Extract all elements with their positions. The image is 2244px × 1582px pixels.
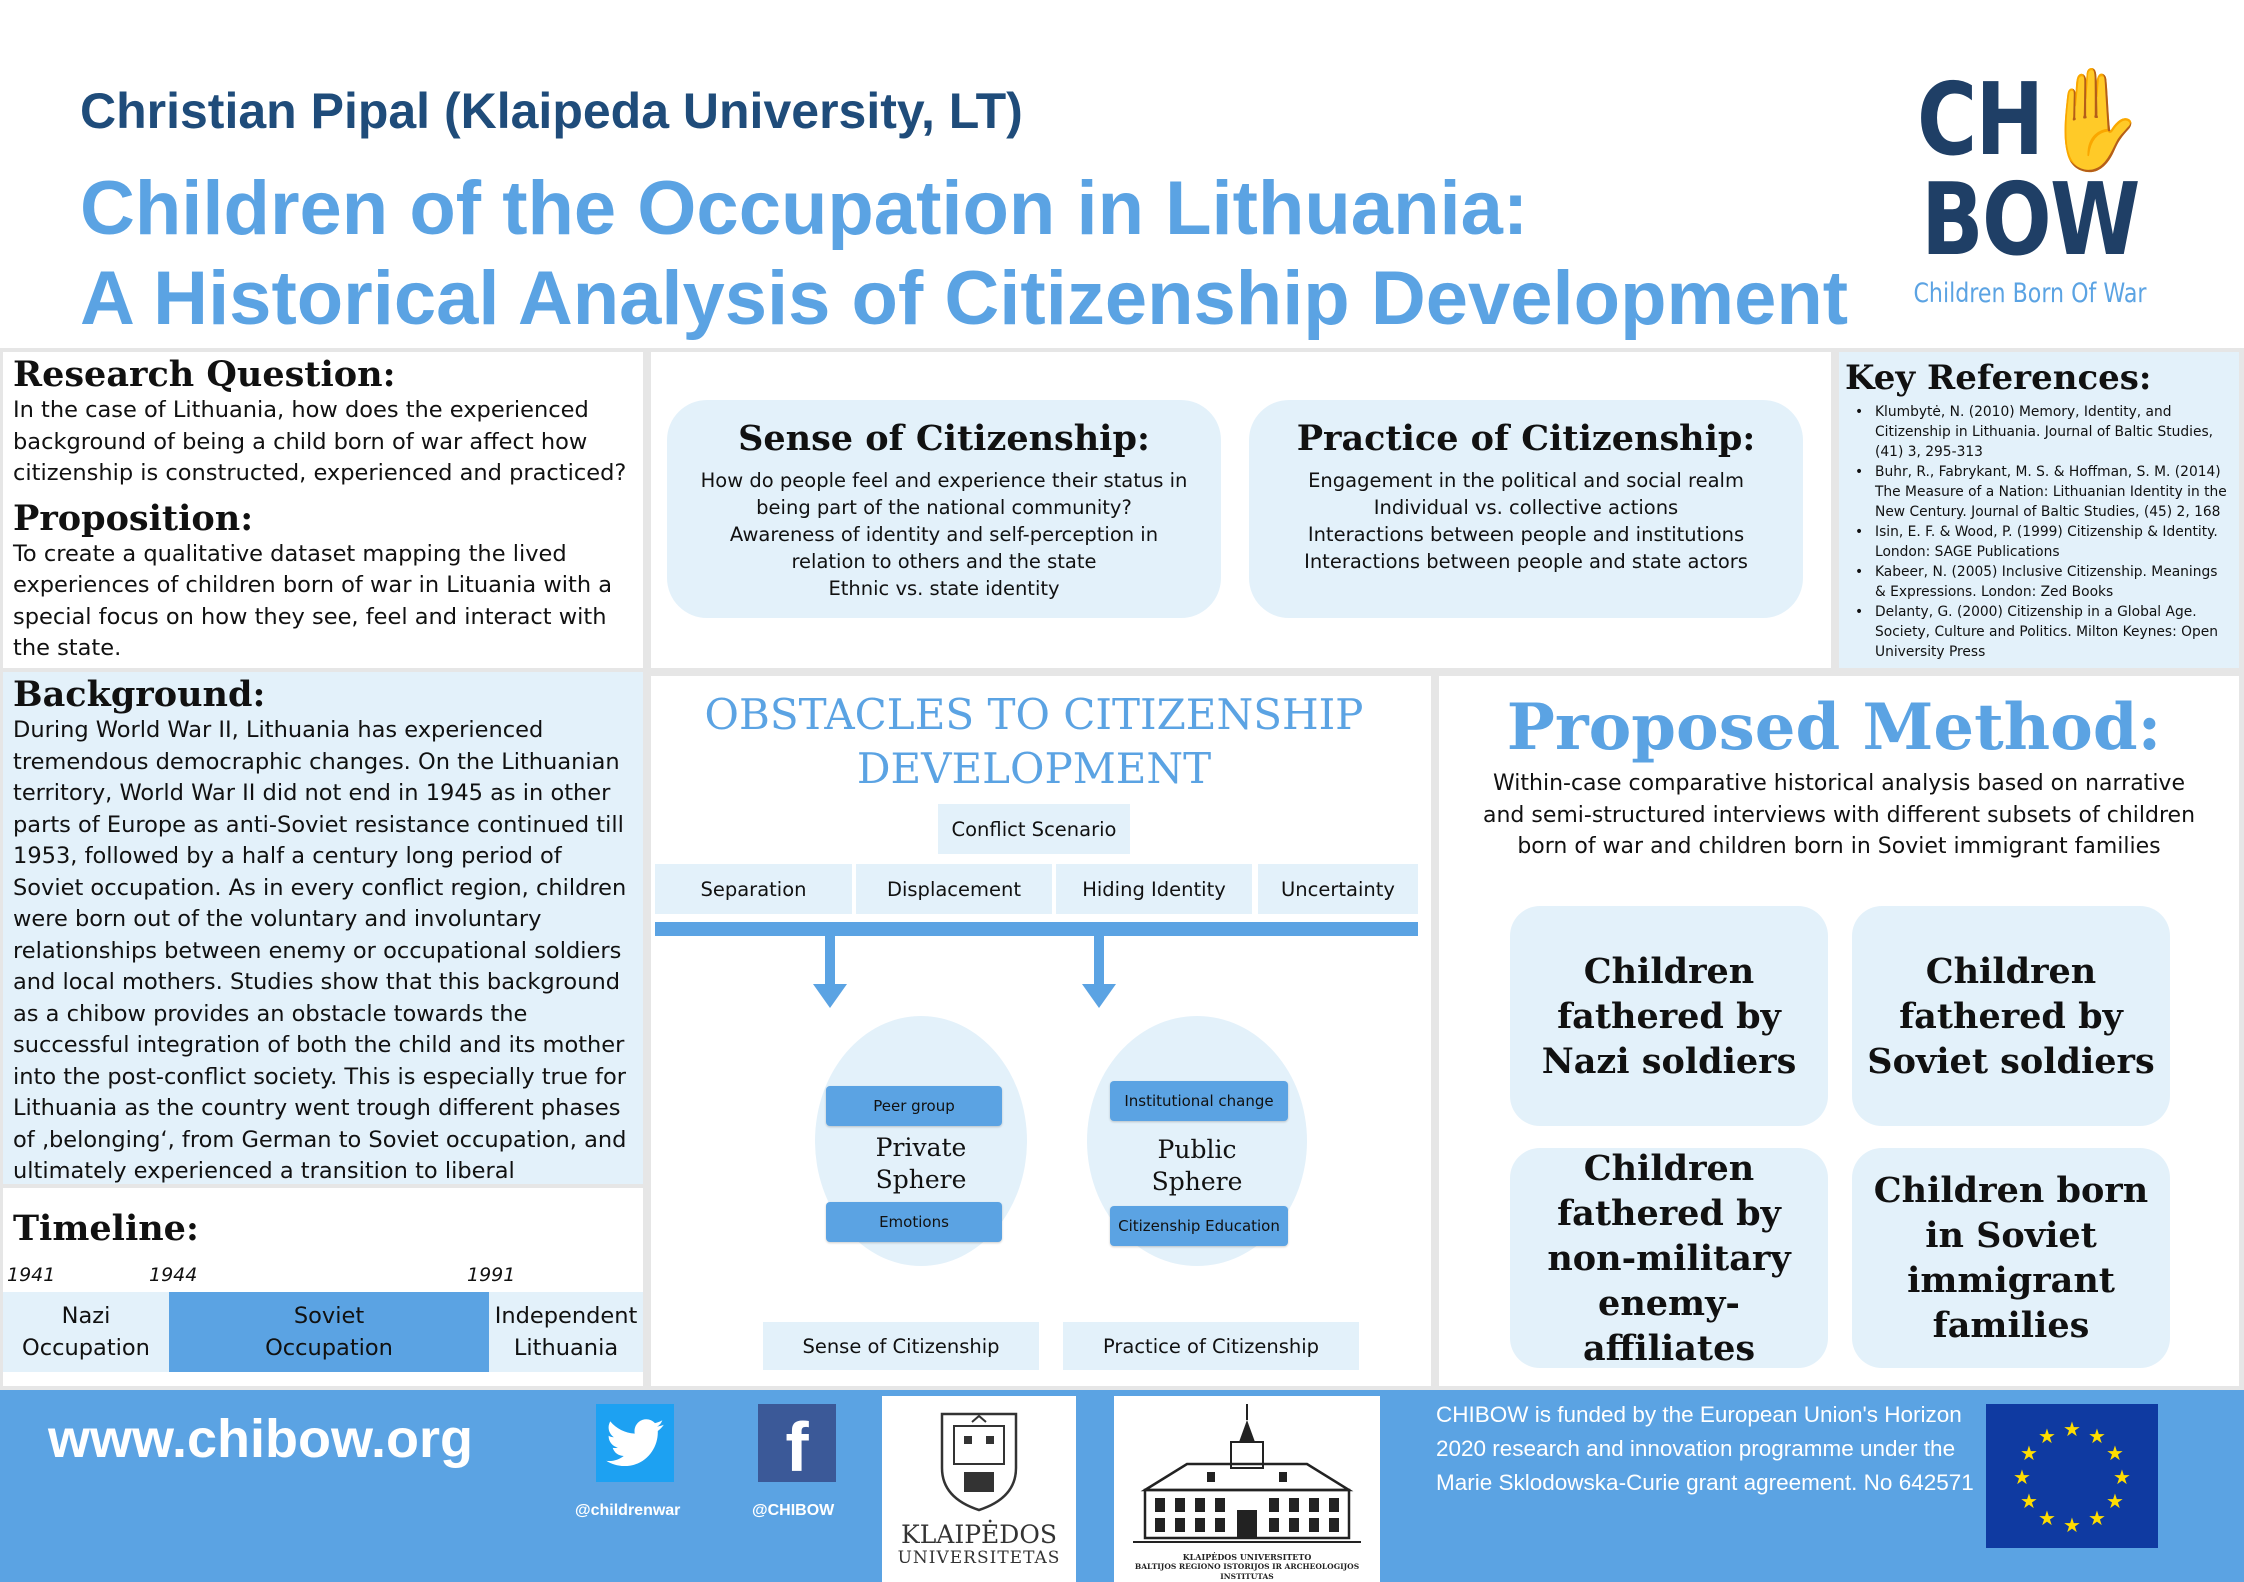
institute-name-line2: BALTIJOS REGIONO ISTORIJOS IR ARCHEOLOGIJOS INSTITUTAS bbox=[1134, 1562, 1360, 1581]
proposition-text: To create a qualitative dataset mapping the lived experiences of children born of war in Lituania with a special focus on how they see, feel and interact with the state. bbox=[13, 540, 613, 661]
chibow-logo bbox=[1880, 61, 2180, 309]
proposed-method-text: Within-case comparative historical analysis based on narrative and semi-structured interviews with different subsets of children born of war and children born in Soviet immigrant families bbox=[1482, 771, 2196, 859]
proposition-heading: Proposition: bbox=[13, 497, 254, 539]
svg-text:★: ★ bbox=[2088, 1506, 2106, 1530]
practice-of-citizenship-card bbox=[1249, 400, 1803, 618]
citizenship-panel bbox=[651, 352, 1831, 668]
research-question-text: In the case of Lithuania, how does the experienced background of being a child born of war affect how citizenship is constructed, experienced and practiced? bbox=[13, 397, 627, 486]
reference-item: • Klumbytė, N. (2010) Memory, Identity, and Citizenship in Lithuania. Journal of Baltic Studies, (41) 3, 295-313 bbox=[1845, 402, 2233, 462]
timeline-panel bbox=[3, 1188, 643, 1386]
peer-group-box: Peer group bbox=[826, 1086, 1002, 1126]
timeline-heading: Timeline: bbox=[13, 1208, 199, 1249]
logo-hand-icon: ✋ bbox=[2042, 61, 2143, 178]
emotions-box: Emotions bbox=[826, 1202, 1002, 1242]
references-heading: Key References: bbox=[1845, 358, 2152, 398]
institute-building-icon bbox=[1127, 1398, 1367, 1548]
citizenship-education-box: Citizenship Education bbox=[1110, 1206, 1288, 1246]
practice-line: Engagement in the political and social realm bbox=[1308, 469, 1744, 492]
poster-title-line1: Children of the Occupation in Lithuania: bbox=[80, 166, 1529, 251]
eu-flag-icon bbox=[1986, 1404, 2158, 1548]
facebook-handle[interactable]: @CHIBOW bbox=[752, 1502, 835, 1519]
sense-line: How do people feel and experience their status in being part of the national community? bbox=[700, 469, 1188, 519]
factor-displacement: Displacement bbox=[856, 864, 1052, 914]
group-non-military-fathered: Children fathered by non-military enemy-affiliates bbox=[1510, 1148, 1828, 1368]
factor-hiding-identity: Hiding Identity bbox=[1056, 864, 1252, 914]
sense-title: Sense of Citizenship: bbox=[738, 418, 1150, 459]
twitter-icon[interactable] bbox=[596, 1404, 674, 1482]
funding-statement: CHIBOW is funded by the European Union's Horizon 2020 research and innovation programme under the Marie Sklodowska-Curie grant agreement. No 642571 bbox=[1436, 1402, 1974, 1495]
svg-text:★: ★ bbox=[2106, 1489, 2124, 1513]
institute-name-line1: KLAIPĖDOS UNIVERSITETO bbox=[1182, 1552, 1312, 1562]
timeline-year: 1944 bbox=[149, 1264, 198, 1286]
klaipeda-university-logo bbox=[882, 1396, 1076, 1582]
reference-item: • Kabeer, N. (2005) Inclusive Citizenship. Meanings & Expressions. London: Zed Books bbox=[1845, 562, 2233, 602]
group-soviet-immigrant: Children born in Soviet immigrant families bbox=[1852, 1148, 2170, 1368]
website-link[interactable]: www.chibow.org bbox=[48, 1409, 473, 1469]
practice-title: Practice of Citizenship: bbox=[1296, 418, 1756, 459]
sense-of-citizenship-card bbox=[667, 400, 1221, 618]
logo-left-text: CH bbox=[1916, 61, 2043, 178]
background-heading: Background: bbox=[13, 674, 266, 715]
timeline-year: 1991 bbox=[467, 1264, 516, 1286]
university-name-line2: UNIVERSITETAS bbox=[897, 1548, 1061, 1568]
references-panel bbox=[1839, 352, 2239, 668]
svg-text:★: ★ bbox=[2038, 1424, 2056, 1448]
private-sphere-label: Private Sphere bbox=[875, 1133, 967, 1194]
research-panel bbox=[3, 352, 643, 668]
proposed-method-heading: Proposed Method: bbox=[1506, 690, 2162, 765]
svg-text:★: ★ bbox=[2113, 1465, 2131, 1489]
public-sphere-label: Public Sphere bbox=[1151, 1135, 1243, 1196]
conflict-scenario-box: Conflict Scenario bbox=[938, 804, 1130, 854]
practice-of-citizenship-box: Practice of Citizenship bbox=[1063, 1322, 1359, 1370]
group-soviet-fathered: Children fathered by Soviet soldiers bbox=[1852, 906, 2170, 1126]
facebook-glyph: f bbox=[785, 1408, 809, 1486]
arrow-down-icon bbox=[1070, 936, 1130, 1012]
background-text: During World War II, Lithuania has experienced tremendous democraphic changes. On the Lithuanian territory, World War II did not end in 1945 as in other parts of Europe as anti-Soviet resistance continued till 1953, followed by a half a century long period of Soviet occupation. As in every conflict region, children were born out of the voluntary and involuntary relationships between enemy or occupational soldiers and local mothers. Studies show that this background as a chibow provides an obstacle towards the successful integration of both the child and its mother into the post-conflict society. This is especially true for Lithuania as the country went trough different phases of ‚belonging‘, from German to Soviet occupation, and ultimately experienced a transition to liberal bbox=[13, 717, 627, 1184]
practice-line: Interactions between people and state actors bbox=[1304, 550, 1748, 573]
practice-line: Interactions between people and institutions bbox=[1307, 523, 1745, 546]
svg-text:★: ★ bbox=[2063, 1513, 2081, 1537]
obstacles-title: OBSTACLES TO CITIZENSHIP DEVELOPMENT bbox=[704, 690, 1364, 793]
factor-separation: Separation bbox=[655, 864, 852, 914]
timeline-period-nazi: Nazi Occupation bbox=[3, 1292, 169, 1372]
group-nazi-fathered: Children fathered by Nazi soldiers bbox=[1510, 906, 1828, 1126]
svg-text:★: ★ bbox=[2038, 1506, 2056, 1530]
institute-logo bbox=[1114, 1396, 1380, 1582]
practice-line: Individual vs. collective actions bbox=[1373, 496, 1679, 519]
background-panel bbox=[3, 672, 643, 1184]
svg-text:★: ★ bbox=[2013, 1465, 2031, 1489]
timeline-period-independent: Independent Lithuania bbox=[489, 1292, 643, 1372]
twitter-handle[interactable]: @childrenwar bbox=[575, 1502, 681, 1519]
factor-uncertainty: Uncertainty bbox=[1258, 864, 1418, 914]
timeline-period-soviet: Soviet Occupation bbox=[169, 1292, 489, 1372]
svg-text:★: ★ bbox=[2106, 1441, 2124, 1465]
references-list bbox=[1845, 402, 2233, 662]
reference-item: • Buhr, R., Fabrykant, M. S. & Hoffman, S. M. (2014) The Measure of a Nation: Lithuanian Identity in the New Century. Journal of Baltic Studies, (45) 2, 168 bbox=[1845, 462, 2233, 522]
obstacles-panel bbox=[651, 676, 1431, 1386]
reference-item: • Isin, E. F. & Wood, P. (1999) Citizenship & Identity. London: SAGE Publications bbox=[1845, 522, 2233, 562]
svg-text:★: ★ bbox=[2020, 1489, 2038, 1513]
sense-line: Ethnic vs. state identity bbox=[828, 577, 1060, 600]
timeline-year: 1941 bbox=[7, 1264, 56, 1286]
author-line: Christian Pipal (Klaipeda University, LT) bbox=[80, 83, 1023, 139]
connector-bar bbox=[655, 922, 1418, 936]
university-name-line1: KLAIPĖDOS bbox=[901, 1520, 1057, 1549]
logo-subtitle: Children Born Of War bbox=[1913, 278, 2147, 309]
poster-title-line2: A Historical Analysis of Citizenship Development bbox=[80, 256, 1849, 341]
institutional-change-box: Institutional change bbox=[1110, 1081, 1288, 1121]
svg-text:★: ★ bbox=[2020, 1441, 2038, 1465]
arrow-down-icon bbox=[801, 936, 861, 1012]
reference-item: • Delanty, G. (2000) Citizenship in a Global Age. Society, Culture and Politics. Milton Keynes: Open University Press bbox=[1845, 602, 2233, 662]
svg-text:★: ★ bbox=[2088, 1424, 2106, 1448]
sense-of-citizenship-box: Sense of Citizenship bbox=[763, 1322, 1039, 1370]
svg-text:★: ★ bbox=[2063, 1417, 2081, 1441]
facebook-icon[interactable] bbox=[758, 1404, 836, 1486]
sense-line: Awareness of identity and self-perception in relation to others and the state bbox=[729, 523, 1159, 573]
university-crest-icon bbox=[934, 1406, 1024, 1514]
logo-right-text: BOW bbox=[1921, 161, 2139, 278]
proposed-method-panel bbox=[1439, 676, 2239, 1386]
research-question-heading: Research Question: bbox=[13, 354, 396, 395]
